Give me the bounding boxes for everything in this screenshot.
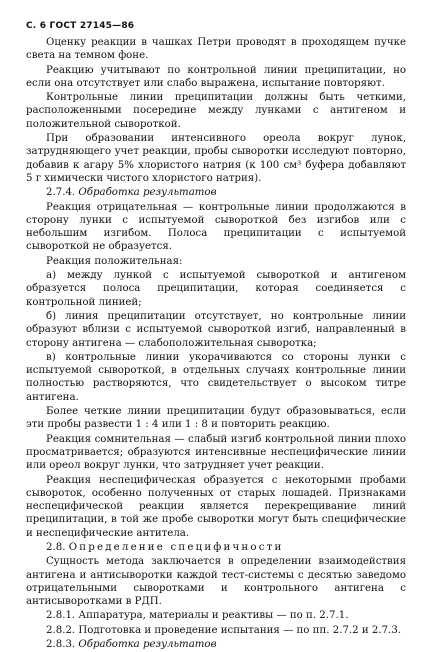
page-content — [26, 36, 406, 652]
heading-2-8-3 — [26, 638, 406, 651]
paragraph-15: 2.8.2. Подготовка и проведение испытания — по пп. 2.7.2 и 2.7.3. — [46, 624, 402, 636]
heading-2-8-3-title: Обработка результатов — [78, 639, 217, 651]
paragraph-10: Более четкие линии преципитации будут образовываться, если эти пробы развести 1 : 4 или 1 : 8 и повторить реакцию. — [26, 406, 406, 431]
paragraph-12: Реакция неспецифическая образуется с некоторыми пробами сывороток, особенно полученных от старых лошадей. Признаками неспецифической реакции является перекрещивание линий преципитации, в той же пробе сыворотки могут быть специфические и неспецифические антитела. — [26, 474, 406, 539]
paragraph-8: б) линия преципитации отсутствует, но контрольные линии образуют вблизи с испытуемой сывороткой изгиб, направленный в сторону антигена — слабоположительная сыворотка; — [26, 310, 406, 349]
heading-2-8 — [26, 541, 406, 554]
paragraph-4: При образовании интенсивного ореола вокруг лунок, затрудняющего учет реакции, пробы сыворотки исследуют повторно, добавив к агару 5% хлористого натрия (к 100 см³ буфера добавляют 5 г химически чистого хлористого натрия). — [26, 133, 406, 184]
heading-2-8-3-number: 2.8.3. — [46, 639, 76, 651]
heading-2-7-4 — [26, 186, 406, 199]
paragraph-5: Реакция отрицательная — контрольные линии продолжаются в сторону лунки с испытуемой сывороткой без изгибов или с небольшим изгибом. Полоса преципитации с испытуемой сывороткой не образуется. — [26, 201, 406, 253]
paragraph-13: Сущность метода заключается в определении взаимодействия антигена и антисыворотки каждой тест-системы с десятью заведомо отрицательными сыворотками и контрольного антигена с антисыворотками в РДП. — [26, 556, 406, 608]
paragraph-14: 2.8.1. Аппаратура, материалы и реактивы — по п. 2.7.1. — [46, 610, 349, 622]
paragraph-11: Реакция сомнительная — слабый изгиб контрольной линии плохо просматривается; образуются интенсивные неспецифические линии или ореол вокруг лунки, что затрудняет учет реакции. — [26, 433, 406, 472]
paragraph-2: Реакцию учитывают по контрольной линии преципитации, но если она отсутствует или слабо выражена, испытание повторяют. — [26, 64, 406, 89]
paragraph-1: Оценку реакции в чашках Петри проводят в проходящем пучке света на темном фоне. — [26, 37, 406, 62]
heading-2-7-4-number: 2.7.4. — [46, 187, 76, 199]
paragraph-7: а) между лункой с испытуемой сывороткой и антигеном образуется полоса преципитации, которая соединяется с контрольной линией; — [26, 270, 406, 308]
heading-2-8-title: Определение специфичности — [68, 541, 284, 553]
paragraph-3: Контрольные линии преципитации должны быть четкими, расположенными посередине между лунками с антигеном и положительной сывороткой. — [26, 92, 406, 130]
heading-2-8-number: 2.8. — [46, 541, 66, 553]
paragraph-6: Реакция положительная: — [46, 255, 183, 267]
page-header: С. 6 ГОСТ 27145—86 — [26, 21, 135, 31]
heading-2-7-4-title: Обработка результатов — [78, 187, 217, 199]
paragraph-9: в) контрольные линии укорачиваются со стороны лунки с испытуемой сывороткой, в отдельных случаях контрольные линии полностью растворяются, что свидетельствует о высоком титре антигена. — [26, 351, 406, 403]
